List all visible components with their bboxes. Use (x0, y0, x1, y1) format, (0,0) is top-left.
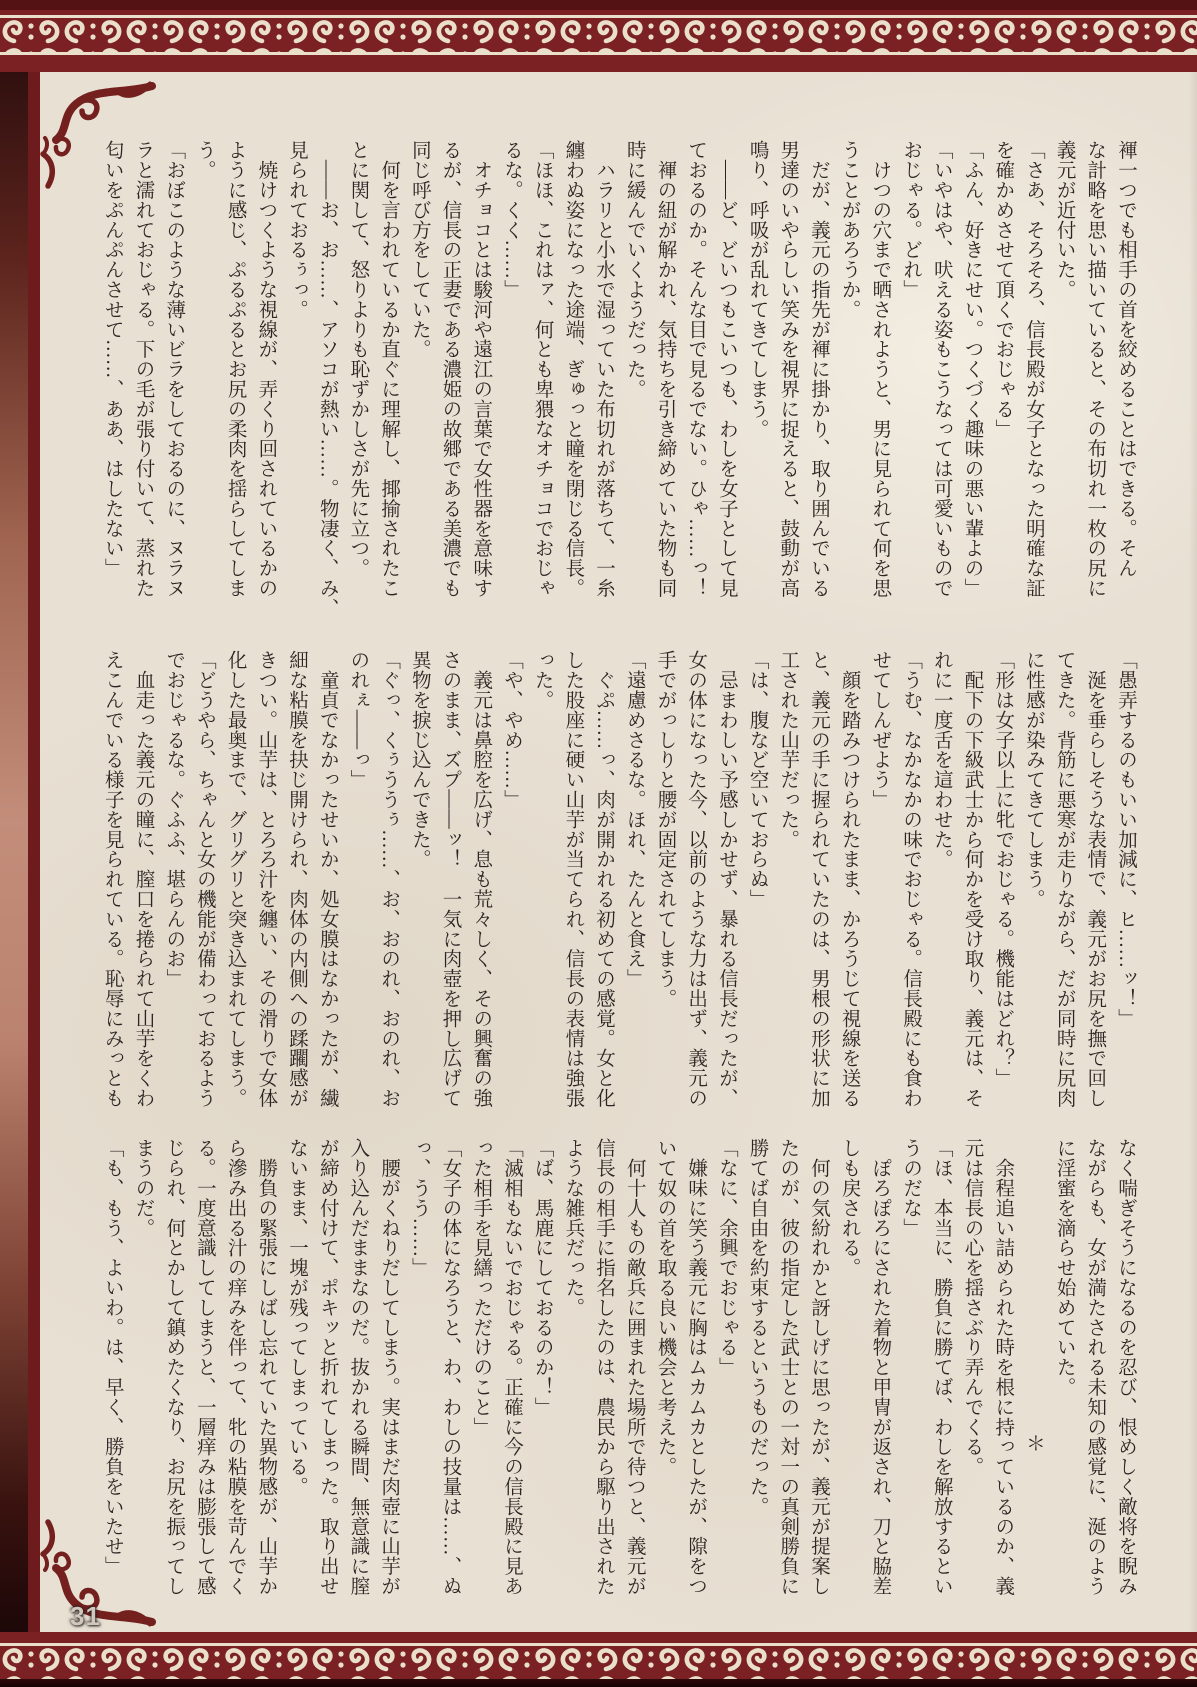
text-column: 「どうやら、ちゃんと女の機能が備わっておるよう (193, 650, 215, 1108)
text-column: 焼けつくような視線が、弄くり回されているかの (255, 140, 277, 598)
text-column: いて奴の首を取る良い機会と考えた。 (654, 1138, 676, 1477)
text-column: 腰がくねりだしてしまう。実はまだ肉壺に山芋が (378, 1138, 400, 1596)
text-column: した股座に硬い山芋が当てられ、信長の表情は強張 (562, 650, 584, 1108)
text-column: るな。くく……」 (500, 140, 522, 300)
text-column: 忌まわしい予感しかせず、暴れる信長だったが、 (715, 650, 737, 1108)
text-column: 褌一つでも相手の首を絞めることはできる。そん (1115, 140, 1136, 578)
text-column: 勝てば自由を約束するというものだった。 (746, 1138, 768, 1517)
text-column: 「愚弄するのもいい加減に、ヒ……ッ！」 (1115, 650, 1136, 1029)
text-column: おじゃる。どれ」 (900, 140, 922, 300)
top-dark-edge (0, 0, 1197, 10)
text-column: ように感じ、ぷるぷるとお尻の柔肉を揺らしてしま (224, 140, 246, 598)
text-column: っ、うう……」 (408, 1138, 430, 1278)
text-block-bottom (96, 1138, 1140, 1612)
text-column: てきた。背筋に悪寒が走りながら、だが同時に尻肉 (1053, 650, 1075, 1108)
text-column: ――ど、どいつもこいつも、わしを女子として見 (715, 140, 737, 598)
text-column: 化した最奥まで、グリグリと突き込まれてしまう。 (224, 650, 246, 1108)
text-column: ぐぷ……っ、肉が開かれる初めての感覚。女と化 (593, 650, 615, 1108)
text-column: でおじゃるな。ぐふふ、堪らんのお」 (163, 650, 185, 989)
text-column: 「おぼこのような薄いビラをしておるのに、ヌラヌ (163, 140, 185, 598)
text-column: 匂いをぷんぷんさせて……、ああ、はしたない」 (101, 140, 123, 578)
text-column: さのまま、ズプ――ッ！ 一気に肉壺を押し広げて (439, 650, 461, 1108)
text-column: なく喘ぎそうになるのを忍び、恨めしく敵将を睨み (1115, 1138, 1136, 1596)
text-column: 「さあ、そろそろ、信長殿が女子となった明確な証 (1022, 140, 1044, 598)
text-column: 元は信長の心を揺さぶり弄んでくる。 (961, 1138, 983, 1477)
text-column: が締め付けて、ポキッと折れてしまった。取り出せ (316, 1138, 338, 1596)
text-column: 纏わぬ姿になった途端、ぎゅっと瞳を閉じる信長。 (562, 140, 584, 598)
text-column: 配下の下級武士から何かを受け取り、義元は、そ (961, 650, 983, 1108)
text-column: 異物を捩じ込んできた。 (408, 650, 430, 869)
text-column: 「ほ、本当に、勝負に勝てば、わしを解放するとい (930, 1138, 952, 1596)
text-column: 「形は女子以上に牝でおじゃる。機能はどれ？」 (992, 650, 1014, 1088)
text-column: 勝負の緊張にしばし忘れていた異物感が、山芋か (255, 1138, 277, 1596)
text-column: 童貞でなかったせいか、処女膜はなかったが、繊 (316, 650, 338, 1108)
scroll-pattern-icon (0, 18, 1197, 52)
text-column: 入り込んだままなのだ。抜かれる瞬間、無意識に膣 (347, 1138, 369, 1596)
text-column: 義元が近付いた。 (1053, 140, 1075, 300)
text-column: ら滲み出る汁の痒みを伴って、牝の粘膜を苛んでく (224, 1138, 246, 1596)
text-column: 何十人もの敵兵に囲まれた場所で待つと、義元が (623, 1138, 645, 1596)
text-column: 「ば、馬鹿にしておるのか！」 (531, 1138, 553, 1417)
text-column: たのが、彼の指定した武士との一対一の真剣勝負に (777, 1138, 799, 1596)
text-column: だが、義元の指先が褌に掛かり、取り囲んでいる (807, 140, 829, 598)
text-column: な計略を思い描いていると、その布切れ一枚の尻に (1084, 140, 1106, 598)
text-column: 同じ呼び方をしていた。 (408, 140, 430, 359)
top-border-band (0, 0, 1197, 72)
top-scroll-ornament-strip (0, 15, 1197, 55)
text-column: 義元は鼻腔を広げ、息も荒々しく、その興奮の強 (470, 650, 492, 1108)
text-column: 涎を垂らしそうな表情で、義元がお尻を撫で回し (1084, 650, 1106, 1108)
text-column: じられ、何とかして鎮めたくなり、お尻を振ってし (163, 1138, 185, 1596)
text-column: った相手を見繕っただけのこと」 (470, 1138, 492, 1437)
text-column: 見られておるぅっ。 (286, 140, 308, 320)
text-block-top (96, 140, 1140, 618)
section-break-mark: ＊ (1022, 1433, 1044, 1453)
text-column: 信長の相手に指名したのは、農民から駆り出された (593, 1138, 615, 1596)
text-column: 顔を踏みつけられたまま、かろうじて視線を送る (838, 650, 860, 1108)
text-column: 「は、腹など空いておらぬ」 (746, 650, 768, 909)
text-column: 「や、やめ……」 (500, 650, 522, 810)
text-column: ラと濡れておじゃる。下の毛が張り付いて、蒸れた (132, 140, 154, 598)
text-column: せてしんぜよう」 (869, 650, 891, 810)
text-column: と、義元の手に握られていたのは、男根の形状に加 (807, 650, 829, 1108)
text-column: ハラリと小水で湿っていた布切れが落ちて、一糸 (593, 140, 615, 598)
scroll-pattern-icon (0, 1646, 1197, 1680)
text-column: ないまま、一塊が残ってしまっている。 (286, 1138, 308, 1497)
text-column: ておるのか。そんな目で見るでない。ひゃ……っ！ (685, 140, 707, 598)
text-column: 「ぐっ、くぅううぅ……、お、おのれ、おのれ、お (378, 650, 400, 1108)
text-column: ながらも、女が満たされる未知の感覚に、涎のよう (1084, 1138, 1106, 1596)
text-column: 褌の紐が解かれ、気持ちを引き締めていた物も同 (654, 140, 676, 598)
text-column: に淫蜜を滴らせ始めていた。 (1053, 1138, 1075, 1397)
text-column: けつの穴まで晒されようと、男に見られて何を思 (869, 140, 891, 598)
text-column: 「遠慮めさるな。ほれ、たんと食え」 (623, 650, 645, 989)
text-column: 手でがっしりと腰が固定されてしまう。 (654, 650, 676, 1009)
text-column: を確かめさせて頂くでおじゃる」 (992, 140, 1014, 439)
text-column: った。 (531, 650, 553, 710)
text-block-middle (96, 650, 1140, 1124)
text-column: うのだな」 (900, 1138, 922, 1238)
bottom-border-band (0, 1632, 1197, 1687)
text-column: る。一度意識してしまうと、一層痒みは膨張して感 (193, 1138, 215, 1596)
text-column: 細な粘膜を抉じ開けられ、肉体の内側への蹂躙感が (286, 650, 308, 1108)
text-column: ような雑兵だった。 (562, 1138, 584, 1318)
text-column: えこんでいる様子を見られている。恥辱にみっとも (101, 650, 123, 1108)
text-column: 「うむ、なかなかの味でおじゃる。信長殿にも食わ (900, 650, 922, 1108)
text-column: ――お、お……、アソコが熱い……。物凄く、み、 (316, 140, 338, 618)
text-column: 「ふん、好きにせい。つくづく趣味の悪い輩よの」 (961, 140, 983, 598)
text-column: 鳴り、呼吸が乱れてきてしまう。 (746, 140, 768, 439)
text-column: 工された山芋だった。 (777, 650, 799, 849)
bottom-dark-edge (0, 1679, 1197, 1687)
page-spine-edge (0, 72, 28, 1632)
text-column: のれぇ――っ」 (347, 650, 369, 790)
text-column: 男達のいやらしい笑みを視界に捉えると、鼓動が高 (777, 140, 799, 598)
text-column: 「ほほ、これはァ、何とも卑猥なオチョコでおじゃ (531, 140, 553, 598)
text-column: う。 (193, 140, 215, 180)
text-column: 「滅相もないでおじゃる。正確に今の信長殿に見あ (500, 1138, 522, 1596)
text-column: きつい。山芋は、とろろ汁を纏い、その滑りで女体 (255, 650, 277, 1108)
text-column: 女の体になった今、以前のような力は出ず、義元の (685, 650, 707, 1108)
text-column: るが、信長の正妻である濃姫の故郷である美濃でも (439, 140, 461, 598)
text-column: しも戻される。 (838, 1138, 860, 1278)
bottom-scroll-ornament-strip (0, 1643, 1197, 1683)
text-column: 余程追い詰められた時を根に持っているのか、義 (992, 1138, 1014, 1596)
text-column: 「も、もう、よいわ。は、早く、勝負をいたせ」 (101, 1138, 123, 1576)
text-column: 「なに、余興でおじゃる」 (715, 1138, 737, 1377)
spine-inner-border (28, 72, 40, 1632)
page-number: 31 (70, 1601, 101, 1631)
text-column: とに関して、怒りよりも恥ずかしさが先に立つ。 (347, 140, 369, 578)
text-column: 時に緩んでいくようだった。 (623, 140, 645, 399)
text-column: 「いやはや、吠える姿もこうなっては可愛いもので (930, 140, 952, 598)
text-column: 「女子の体になろうと、わ、わしの技量は……、ぬ (439, 1138, 461, 1596)
text-column: オチョコとは駿河や遠江の言葉で女性器を意味す (470, 140, 492, 598)
text-column: 嫌味に笑う義元に胸はムカムカとしたが、隙をつ (685, 1138, 707, 1596)
text-column: 血走った義元の瞳に、膣口を捲られて山芋をくわ (132, 650, 154, 1108)
text-column: まうのだ。 (132, 1138, 154, 1238)
text-column: ぽろぽろにされた着物と甲冑が返され、刀と脇差 (869, 1138, 891, 1596)
text-column: 何の気紛れかと訝しげに思ったが、義元が提案し (807, 1138, 829, 1596)
text-column: 何を言われているか直ぐに理解し、揶揄されたこ (378, 140, 400, 598)
text-column: れに一度舌を這わせた。 (930, 650, 952, 869)
text-column: うことがあろうか。 (838, 140, 860, 320)
text-column: に性感が染みてきてしまう。 (1022, 650, 1044, 909)
